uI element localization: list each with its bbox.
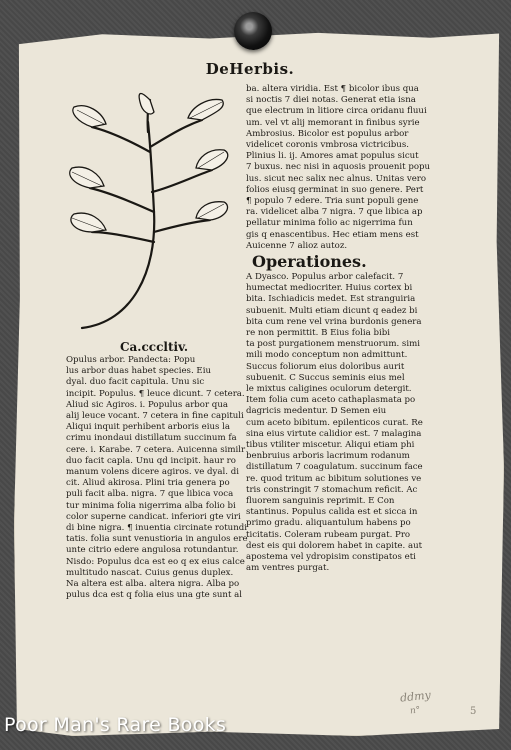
seller-watermark: Poor Man's Rare Books xyxy=(4,714,227,736)
text-line: benbruius arboris lacrimum rodanum xyxy=(246,451,410,462)
text-line: dest eis qui dolorem habet in capite. aut xyxy=(246,540,423,551)
text-line: um. vel vt alij memorant in finibus syrie xyxy=(246,117,420,128)
text-line: Item folia cum aceto cathaplasmata po xyxy=(246,395,416,406)
text-line: apostema vel ydropisim constipatos eti xyxy=(246,552,416,563)
text-line: crimu inondaui distillatum succinum fa xyxy=(66,433,237,444)
pushpin-icon xyxy=(234,12,272,50)
text-line: subuenit. C Succus seminis eius mel xyxy=(246,372,405,383)
left-text-column xyxy=(66,355,248,601)
text-line: multitudo nascat. Cuius genus duplex. xyxy=(66,567,234,578)
text-line: pellatur minima folio ac nigerrima fun xyxy=(246,218,413,229)
text-line: ta post purgationem menstruorum. simi xyxy=(246,339,420,350)
poplar-woodcut-illustration xyxy=(62,92,232,332)
text-line: tatis. folia sunt venustioria in angulos ere xyxy=(66,534,248,545)
text-line: ticitatis. Coleram rubeam purgat. Pro xyxy=(246,529,411,540)
pencil-page-number: 5 xyxy=(470,706,477,717)
text-line: subuenit. Multi etiam dicunt q eadez bi xyxy=(246,305,418,316)
text-line: cit. Aliud akirosa. Plini tria genera po xyxy=(66,478,230,489)
text-line: lus. sicut nec salix nec alnus. Unitas vero xyxy=(246,173,427,184)
text-line: Auicenne 7 alioz autoz. xyxy=(246,240,348,251)
right-text-column xyxy=(246,84,478,252)
text-line: dyal. duo facit capitula. Unu sic xyxy=(66,377,205,388)
text-line: tibus vtiliter miscetur. Aliqui etiam phi xyxy=(246,440,415,451)
text-line: ba. altera viridia. Est ¶ bicolor ibus qua xyxy=(246,84,419,94)
text-line: Succus foliorum eius doloribus aurit xyxy=(246,361,405,372)
text-line: humectat mediocriter. Huius cortex bi xyxy=(246,283,413,294)
text-line: cere. i. Karabe. 7 cetera. Auicenna similr xyxy=(66,444,246,455)
text-line: le mixtus caligines oculorum detergit. xyxy=(246,384,412,395)
text-line: Aliqui inquit perhibent arboris eius la xyxy=(66,422,231,433)
text-line: videlicet coronis vmbrosa victricibus. xyxy=(246,140,409,151)
text-line: folios eiusq germinat in suo genere. Pert xyxy=(246,184,424,195)
text-line: incipit. Populus. ¶ leuce dicunt. 7 cetera. xyxy=(66,388,245,399)
text-line: color superne candicat. inferiori gte viri xyxy=(66,511,241,522)
text-line: bita. Ischiadicis medet. Est stranguiria xyxy=(246,294,416,305)
text-line: Ambrosius. Bicolor est populus arbor xyxy=(246,128,409,139)
text-line: tur minima folia nigerrima alba folio bi xyxy=(66,500,236,511)
page-header: DeHerbis. xyxy=(205,60,295,78)
text-line: 7 buxus. nec nisi in aquosis prouenit popu xyxy=(246,162,431,173)
text-line: A Dyasco. Populus arbor calefacit. 7 xyxy=(246,272,404,282)
pencil-annotation-2: n° xyxy=(409,705,421,717)
text-line: primo gradu. aliquantulum habens po xyxy=(246,518,411,529)
text-line: ¶ populo 7 edere. Tria sunt populi gene xyxy=(246,196,419,207)
text-line: bita cum rene vel vrina burdonis genera xyxy=(246,316,422,327)
text-line: lus arbor duas habet species. Eiu xyxy=(66,366,211,377)
text-line: unte citrio edere angulosa rotundantur. xyxy=(66,545,239,556)
text-line: puli facit alba. nigra. 7 que libica voca xyxy=(66,489,234,500)
chapter-number: Ca.cccltiv. xyxy=(119,340,189,354)
text-line: Plinius li. ij. Amores amat populus sicut xyxy=(246,151,419,162)
text-line: Na altera est alba. altera nigra. Alba po xyxy=(66,579,240,590)
text-line: duo facit capla. Unu qd incipit. haur ro xyxy=(66,455,236,466)
text-line: re. quod tritum ac bibitum solutiones ve xyxy=(246,473,422,484)
text-line: Aliud sic Agiros. i. Populus arbor qua xyxy=(66,399,228,410)
text-line: si noctis 7 diei notas. Generat etia isna xyxy=(246,95,416,106)
text-line: sina eius virtute calidior est. 7 malagina xyxy=(246,428,422,439)
text-line: stantinus. Populus calida est et sicca in xyxy=(246,507,418,518)
text-line: manum volens dicere agiros. ve dyal. di xyxy=(66,467,239,478)
text-line: Nisdo: Populus dca est eo q ex eius calce xyxy=(66,556,245,567)
text-line: tris constringit 7 stomachum reficit. Ac xyxy=(246,484,418,495)
section-heading: Operationes. xyxy=(252,252,367,271)
text-line: dagricis medentur. D Semen eiu xyxy=(246,406,387,417)
text-line: alij leuce vocant. 7 cetera in fine capituli xyxy=(66,411,244,422)
text-line: re non permittit. B Eius folia bibi xyxy=(246,328,391,339)
text-line: distillatum 7 coagulatum. succinum face xyxy=(246,462,423,473)
pencil-annotation: ddmy xyxy=(399,688,432,705)
text-line: Opulus arbor. Pandecta: Popu xyxy=(66,355,196,365)
text-line: mili modo conceptum non admittunt. xyxy=(246,350,408,361)
text-line: gis q enascentibus. Hec etiam mens est xyxy=(246,229,419,240)
text-line: pulus dca est q folia eius una gte sunt al xyxy=(66,590,242,601)
operationes-text-column xyxy=(246,272,478,574)
text-line: que electrum in litiore circa oridanu fluui xyxy=(246,106,427,117)
text-line: fluorem sanguinis reprimit. E Con xyxy=(246,496,395,507)
text-line: ra. videlicet alba 7 nigra. 7 que libica ap xyxy=(246,207,423,218)
text-line: am ventres purgat. xyxy=(246,563,330,574)
text-line: cum aceto bibitum. epilenticos curat. Re xyxy=(246,417,423,428)
text-line: di bine nigra. ¶ inuentia circinate rotundi xyxy=(66,523,247,534)
